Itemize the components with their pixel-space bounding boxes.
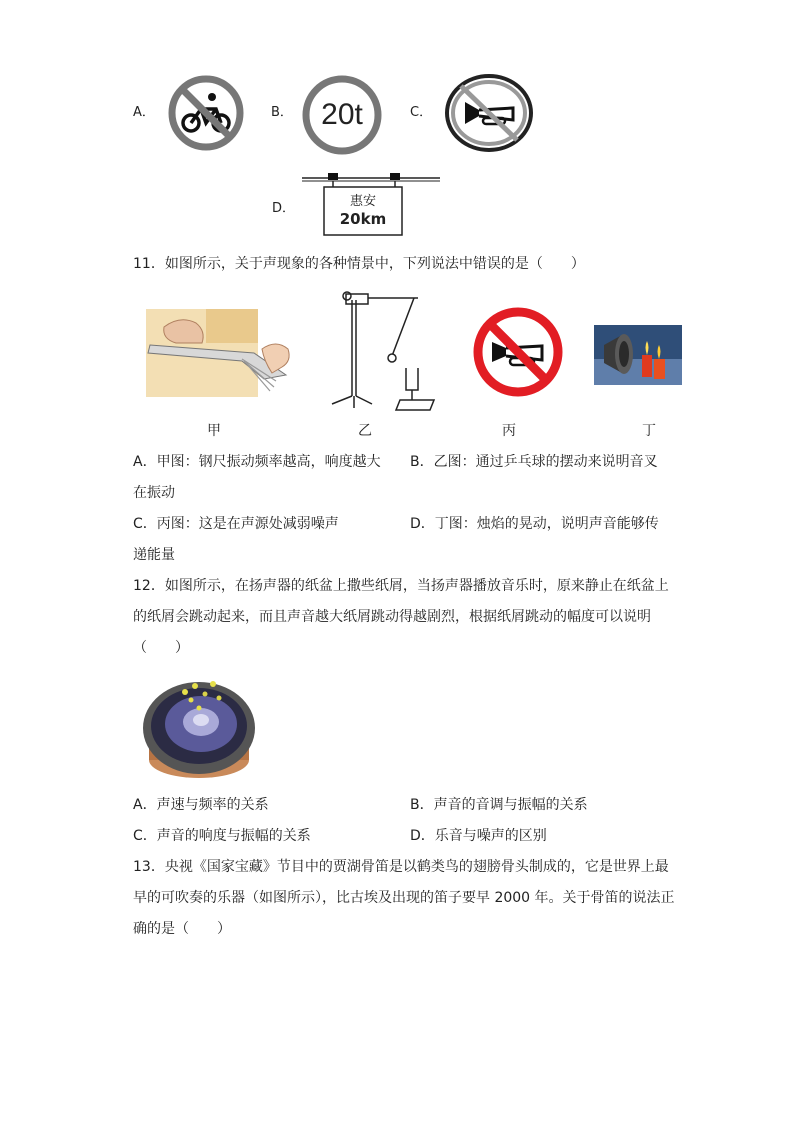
no-bicycle-sign [166, 73, 246, 153]
q12-option-a: A．声速与频率的关系 [133, 797, 269, 813]
q11-stem: 11．如图所示，关于声现象的各种情景中，下列说法中错误的是（ ） [133, 256, 585, 272]
speaker-candle-image [594, 325, 682, 385]
q11-option-b: B．乙图：通过乒乓球的摆动来说明音叉 [410, 454, 658, 470]
option-d-label: D． [272, 201, 296, 216]
q12-option-c: C．声音的响度与振幅的关系 [133, 828, 311, 844]
q12-stem-line3: （ ） [133, 640, 189, 656]
q11-option-a: A．甲图：钢尺振动频率越高，响度越大 [133, 454, 381, 470]
no-horn-sign [443, 72, 535, 154]
distance-sign-km: 20km [339, 210, 387, 228]
option-a-label: A． [133, 105, 155, 120]
distance-sign [302, 170, 442, 240]
q11-option-d-cont: 递能量 [133, 547, 175, 563]
caption-yi: 乙 [358, 423, 372, 439]
weight-limit-text: 20t [321, 98, 363, 131]
q11-option-d: D．丁图：烛焰的晃动，说明声音能够传 [410, 516, 659, 532]
distance-sign-place: 惠安 [349, 194, 376, 209]
no-honking-sign [470, 306, 566, 398]
option-b-label: B． [271, 105, 293, 120]
q12-option-b: B．声音的音调与振幅的关系 [410, 797, 588, 813]
q12-stem-line2: 的纸屑会跳动起来，而且声音越大纸屑跳动得越剧烈，根据纸屑跳动的幅度可以说明 [133, 609, 651, 625]
caption-bing: 丙 [502, 423, 516, 439]
caption-jia: 甲 [207, 423, 221, 439]
loudspeaker-image [139, 672, 259, 784]
q13-stem-line3: 确的是（ ） [133, 921, 231, 937]
caption-ding: 丁 [642, 423, 656, 439]
q12-stem-line1: 12．如图所示，在扬声器的纸盆上撒些纸屑，当扬声器播放音乐时，原来静止在纸盆上 [133, 578, 669, 594]
q11-option-c: C．丙图：这是在声源处减弱噪声 [133, 516, 339, 532]
q12-option-d: D．乐音与噪声的区别 [410, 828, 547, 844]
tuning-fork-pendulum-image [326, 286, 436, 412]
q13-stem-line2: 早的可吹奏的乐器（如图所示），比古埃及出现的笛子要早 2000 年。关于骨笛的说法正 [133, 890, 675, 906]
option-c-label: C． [410, 105, 433, 120]
steel-ruler-image [146, 309, 296, 399]
q13-stem-line1: 13．央视《国家宝藏》节目中的贾湖骨笛是以鹤类鸟的翅膀骨头制成的，它是世界上最 [133, 859, 669, 875]
weight-limit-sign [300, 73, 384, 157]
q11-option-b-cont: 在振动 [133, 485, 175, 501]
